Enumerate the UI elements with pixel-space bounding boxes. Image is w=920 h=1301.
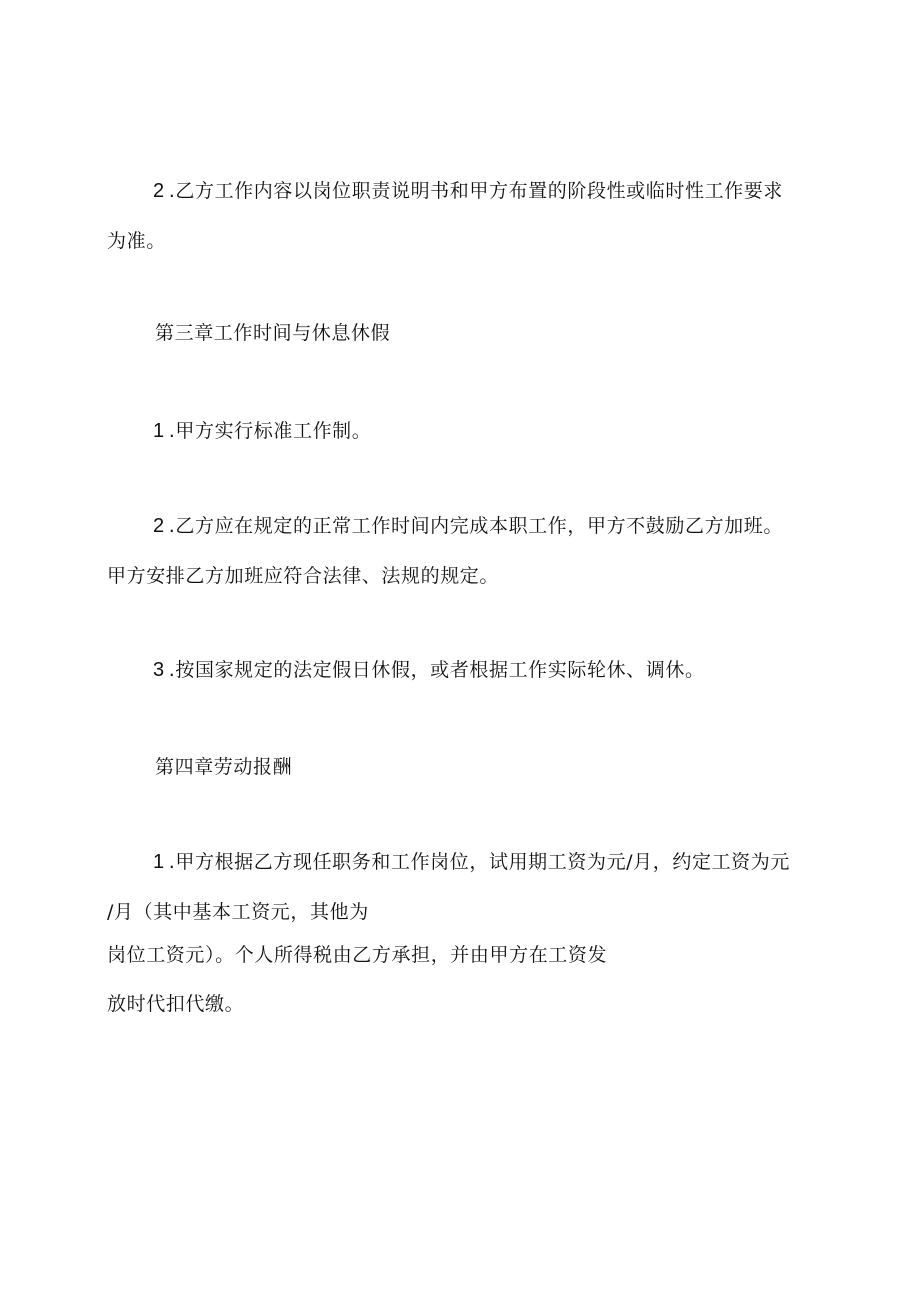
clause-number: 2 xyxy=(153,515,165,537)
clause-text: .乙方应在规定的正常工作时间内完成本职工作，甲方不鼓励乙方加班。 xyxy=(168,515,783,537)
clause-2-line-1 xyxy=(153,179,783,203)
clause-3-1-line-1 xyxy=(153,419,371,443)
clause-text: .甲方根据乙方现任职务和工作岗位，试用期工资为元/月，约定工资为元 xyxy=(168,851,790,873)
clause-number: 1 xyxy=(153,851,165,873)
clause-3-2-line-2: 甲方安排乙方加班应符合法律、法规的规定。 xyxy=(107,565,500,587)
clause-number: 3 xyxy=(153,659,165,681)
clause-2-line-2: 为准。 xyxy=(107,230,166,252)
clause-text: .乙方工作内容以岗位职责说明书和甲方布置的阶段性或临时性工作要求 xyxy=(168,180,783,202)
clause-number: 1 xyxy=(153,420,165,442)
clause-text: .按国家规定的法定假日休假，或者根据工作实际轮休、调休。 xyxy=(168,659,705,681)
clause-3-2-line-1 xyxy=(153,514,783,538)
clause-number: 2 xyxy=(153,180,165,202)
clause-3-3-line-1 xyxy=(153,658,705,682)
chapter-3-heading: 第三章工作时间与休息休假 xyxy=(155,322,391,344)
clause-4-1-line-3: 岗位工资元）。个人所得税由乙方承担，并由甲方在工资发 xyxy=(107,944,608,966)
clause-4-1-line-1 xyxy=(153,850,790,874)
clause-4-1-line-4: 放时代扣代缴。 xyxy=(107,993,245,1015)
chapter-4-heading: 第四章劳动报酬 xyxy=(155,756,293,778)
clause-text: .甲方实行标准工作制。 xyxy=(168,420,372,442)
clause-4-1-line-2: /月（其中基本工资元，其他为 xyxy=(107,901,369,923)
